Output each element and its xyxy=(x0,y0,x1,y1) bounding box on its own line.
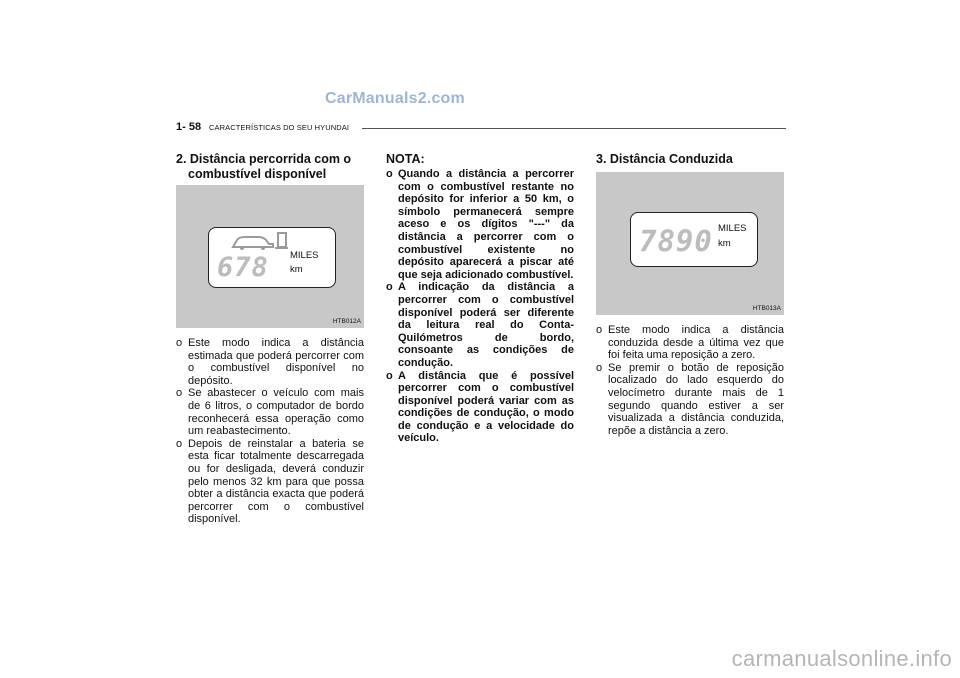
fuel-range-display-figure xyxy=(176,185,364,328)
list-item: o Este modo indica a distância conduzida desde a última vez que foi feita uma reposição a zero. xyxy=(596,324,784,362)
list-item: o Se premir o botão de reposição localizado do lado esquerdo do velocímetro durante mais de 1 segundo quando estiver a ser visualizada a distância conduzida, repõe a distância a zero. xyxy=(596,361,784,437)
list-item: o Depois de reinstalar a bateria se esta ficar totalmente descarregada ou for desligada, deverá conduzir pelo menos 32 km para que possa obter a distância exacta que poderá percorrer com o combustível disponível. xyxy=(176,437,364,526)
watermark-bottom: carmanualsonline.info xyxy=(731,646,952,671)
section3-list xyxy=(596,324,784,437)
list-item: o A distância que é possível percorrer com o combustível disponível poderá variar com as condições de condução, o modo de condução e a velocidade do veículo. xyxy=(386,369,574,445)
column-right xyxy=(596,152,784,167)
watermark-top: CarManuals2.com xyxy=(325,90,465,107)
list-item: o Quando a distância a percorrer com o combustível restante no depósito for inferior a 50 km, o símbolo permanecerá sempre aceso e os dígitos "---" da distância a percorrer com o combustível existente no depósito aparecerá a piscar até que seja adicionado combustível. xyxy=(386,168,574,281)
figure-code: HTB012A xyxy=(332,318,361,325)
section3-heading: 3. Distância Conduzida xyxy=(596,152,733,166)
list-item: o A indicação da distância a percorrer com o combustível disponível poderá ser diferente da leitura real do Conta-Quilómetros de bordo, consoante as condições de condução. xyxy=(386,281,574,369)
lcd-display xyxy=(208,227,336,288)
unit-km-label: km xyxy=(290,264,303,275)
lcd-display xyxy=(630,212,758,267)
chapter-title: CARACTERÍSTICAS DO SEU HYUNDAI xyxy=(209,123,350,132)
column-left xyxy=(176,152,364,182)
list-item: o Este modo indica a distância estimada que poderá percorrer com o combustível disponível no depósito. xyxy=(176,337,364,387)
section2-heading: 2. Distância percorrida com o combustível disponível xyxy=(176,152,352,181)
unit-miles-label: MILES xyxy=(718,223,747,234)
section2-list xyxy=(176,337,364,526)
lcd-digits: 678 xyxy=(217,252,269,283)
lcd-digits: 7890 xyxy=(639,224,713,258)
unit-km-label: km xyxy=(718,238,731,249)
figure-code: HTB013A xyxy=(752,305,781,312)
page-number: 1- 58 xyxy=(176,121,202,133)
list-item: o Se abastecer o veículo com mais de 6 litros, o computador de bordo reconhecerá essa operação como um reabastecimento. xyxy=(176,387,364,438)
column-middle xyxy=(386,152,574,445)
nota-heading: NOTA: xyxy=(386,152,425,166)
header-rule xyxy=(362,128,786,129)
car-fuel-icon xyxy=(229,231,289,251)
unit-miles-label: MILES xyxy=(290,250,319,261)
trip-distance-display-figure xyxy=(596,172,784,315)
